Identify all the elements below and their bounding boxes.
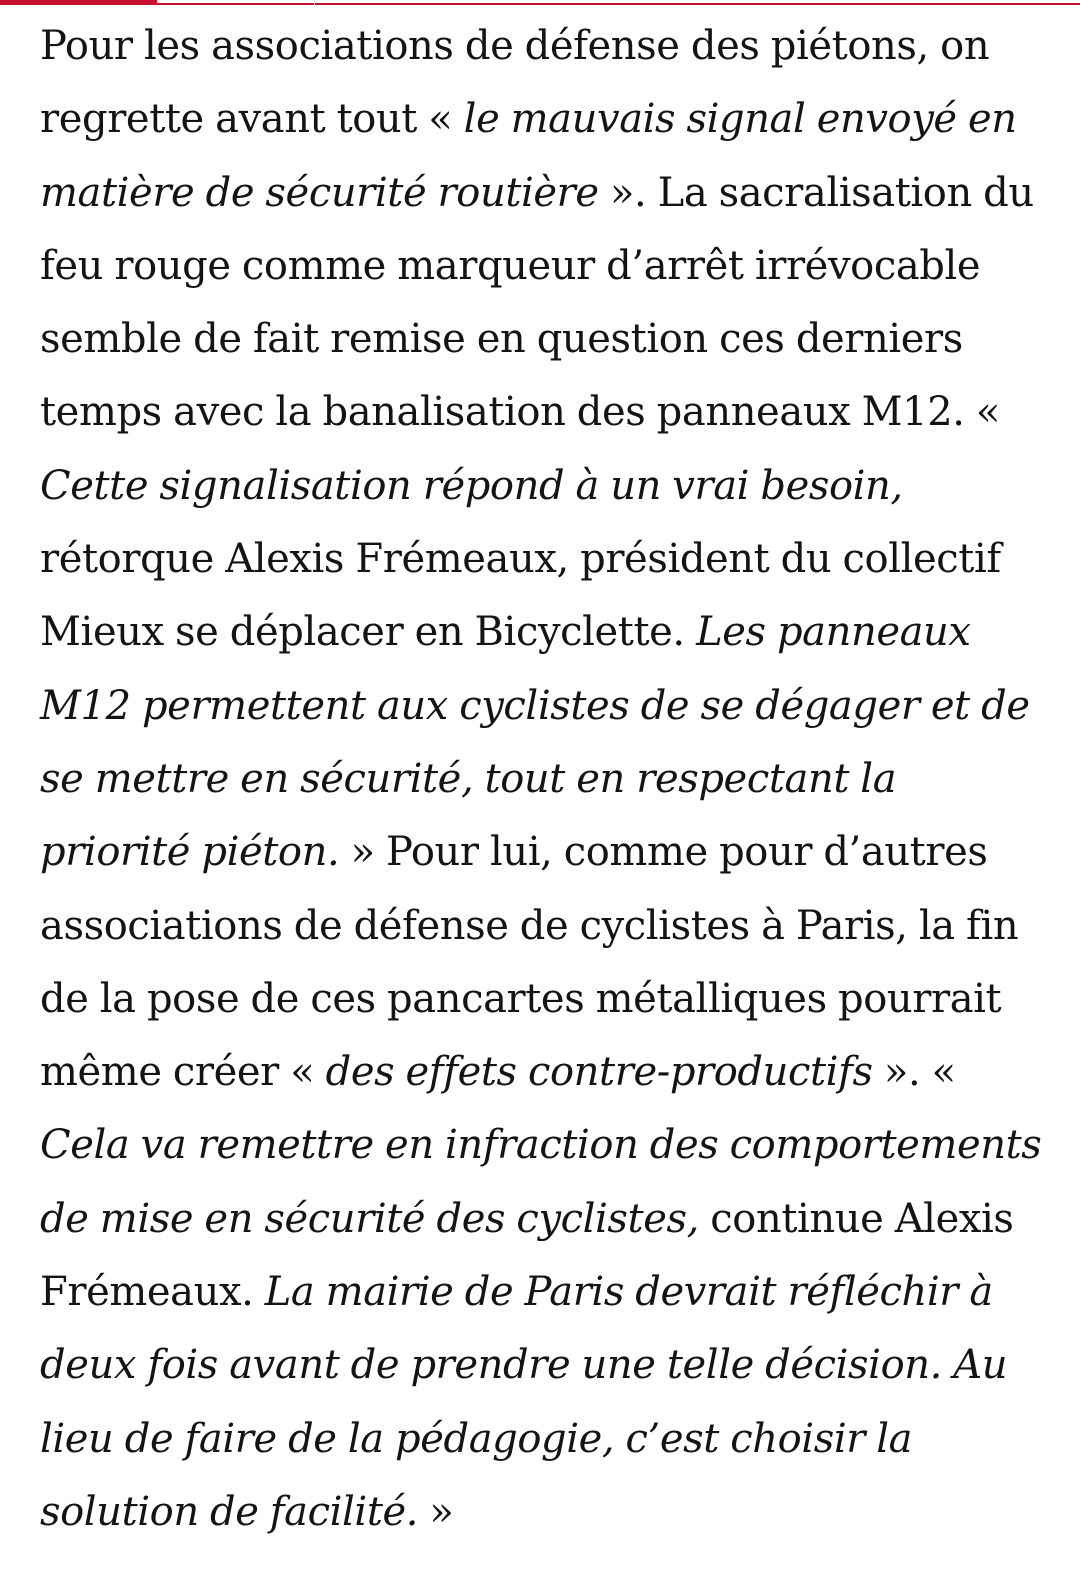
paragraph-text-segment: » Pour lui, comme pour d’autres associations de défense de cyclistes à Paris, la fin de la pose de ces pancartes métalliques pourrait même créer « bbox=[40, 829, 1019, 1096]
reading-progress-bar bbox=[0, 0, 1080, 5]
quote-segment: Cette signalisation répond à un vrai besoin, bbox=[40, 462, 903, 509]
reading-progress-fill bbox=[0, 0, 157, 5]
paragraph-text-segment: » bbox=[418, 1488, 454, 1535]
paragraph-text-segment: rétorque Alexis Frémeaux, président du collectif Mieux se déplacer en Bicyclette. bbox=[40, 536, 1001, 656]
quote-segment: Cela va remettre en infraction des comportements de mise en sécurité des cyclistes, bbox=[40, 1122, 1042, 1242]
quote-segment: des effets contre-productifs bbox=[325, 1049, 873, 1096]
paragraph-text-segment: continue Alexis Frémeaux. bbox=[40, 1195, 1014, 1316]
article-paragraph bbox=[40, 10, 1050, 1549]
paragraph-text-segment: ». « bbox=[872, 1049, 956, 1096]
progress-divider bbox=[314, 0, 315, 5]
quote-segment: le mauvais signal envoyé en matière de sécurité routière bbox=[40, 96, 1017, 216]
paragraph-text-segment: Pour les associations de défense des piétons, on regrette avant tout « bbox=[40, 23, 990, 143]
quote-segment: Les panneaux M12 permettent aux cyclistes de se dégager et de se mettre en sécurité, tout en respectant la priorité piéton. bbox=[40, 609, 1030, 876]
paragraph-text-segment: ». La sacralisation du feu rouge comme marqueur d’arrêt irrévocable semble de fait remise en question ces derniers temps avec la banalisation des panneaux M12. « bbox=[40, 169, 1034, 436]
quote-segment: La mairie de Paris devrait réfléchir à deux fois avant de prendre une telle décision. Au lieu de faire de la pédagogie, c’est choisir la solution de facilité. bbox=[40, 1269, 1008, 1535]
